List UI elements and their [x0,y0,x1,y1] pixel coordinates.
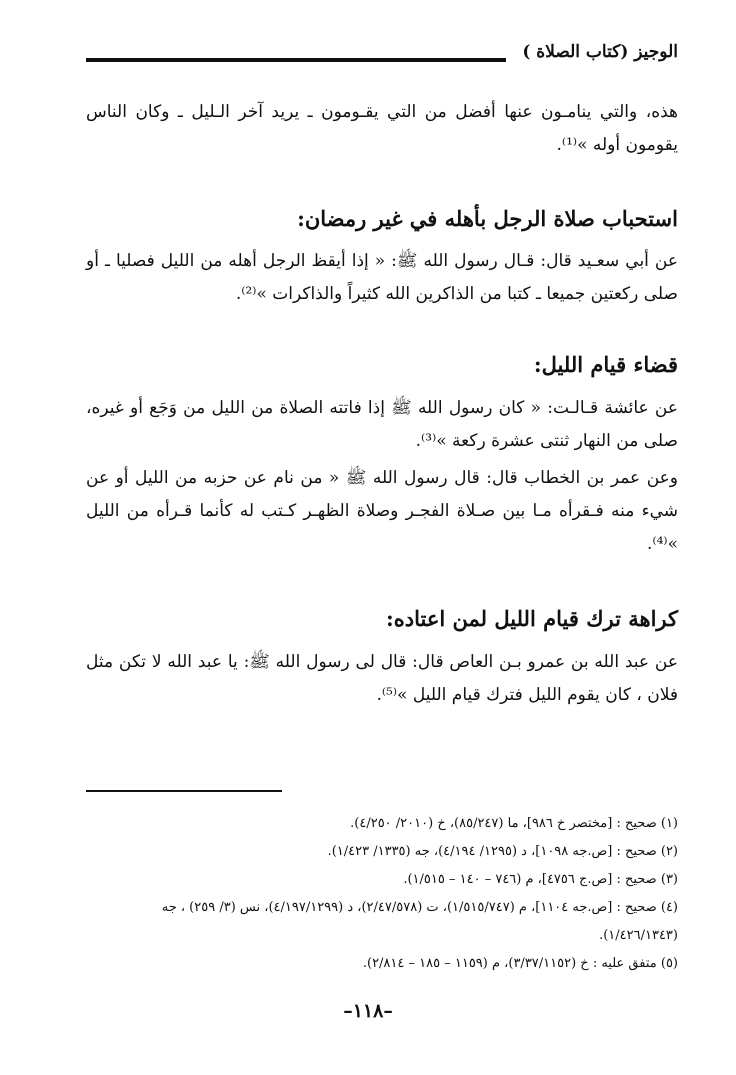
header-rule [86,58,506,62]
footnotes [86,810,678,978]
section-3-text: عن عبد الله بن عمرو بـن العاص قال: قال لى رسول الله ﷺ: يا عبد الله لا تكن مثل فلان ، كان يقوم الليل فترك قيام الليل »⁽⁵⁾. [86,652,678,705]
running-header [86,40,678,72]
intro-paragraph: هذه، والتي ينامـون عنها أفضل من التي يقـومون ـ يريد آخر الـليل ـ وكان الناس يقومون أوله »⁽¹⁾. [86,102,678,155]
section-heading-3: كراهة ترك قيام الليل لمن اعتاده: [386,606,678,631]
section-heading-1: استحباب صلاة الرجل بأهله في غير رمضان: [297,206,678,231]
footnote-separator [86,790,282,792]
section-1-text: عن أبي سعـيد قال: قـال رسول الله ﷺ: « إذا أيقظ الرجل أهله من الليل فصليا ـ أو صلى ركعتين جميعا ـ كتبا من الذاكرين الله كثيراً والذاكرات »⁽²⁾. [86,251,678,304]
footnote-1: (١) صحيح : [مختصر خ ٩٨٦]، ما (٨٥/٢٤٧)، خ (٢٠١٠/ ٤/٢٥٠). [350,816,678,831]
section-2-text-2: وعن عمر بن الخطاب قال: قال رسول الله ﷺ « من نام عن حزبه من الليل أو عن شيء منه فـقرأه مـا بين صـلاة الفجـر وصلاة الظهـر كـتب له كأنما قـرأه من الليل »⁽⁴⁾. [86,468,678,554]
page-number: –١١٨– [343,1000,393,1022]
section-2-text-1: عن عائشة قـالـت: « كان رسول الله ﷺ إذا فاتته الصلاة من الليل من وَجَع أو غيره، صلى من النهار ثنتى عشرة ركعة »⁽³⁾. [86,398,678,451]
footnote-3: (٣) صحيح : [ص.ج ٤٧٥٦]، م (٧٤٦ – ١٤٠ – ١/٥١٥). [403,872,678,887]
header-title: الوجيز (كتاب الصلاة ) [522,42,678,62]
footnote-5: (٥) متفق عليه : خ (٣/٣٧/١١٥٢)، م (١١٥٩ – ١٨٥ – ٢/٨١٤). [362,956,678,971]
footnote-4: (٤) صحيح : [ص.جه ١١٠٤]، م (١/٥١٥/٧٤٧)، ت (٢/٤٧/٥٧٨)، د (٤/١٩٧/١٢٩٩)، نس (٣/ ٢٥٩) ، جه (١/٤٢٦/١٣٤٣). [161,900,678,943]
section-heading-2: قضاء قيام الليل: [533,352,678,377]
footnote-2: (٢) صحيح : [ص.جه ١٠٩٨]، د (١٢٩٥/ ٤/١٩٤)، جه (١٣٣٥/ ١/٤٢٣). [327,844,678,859]
